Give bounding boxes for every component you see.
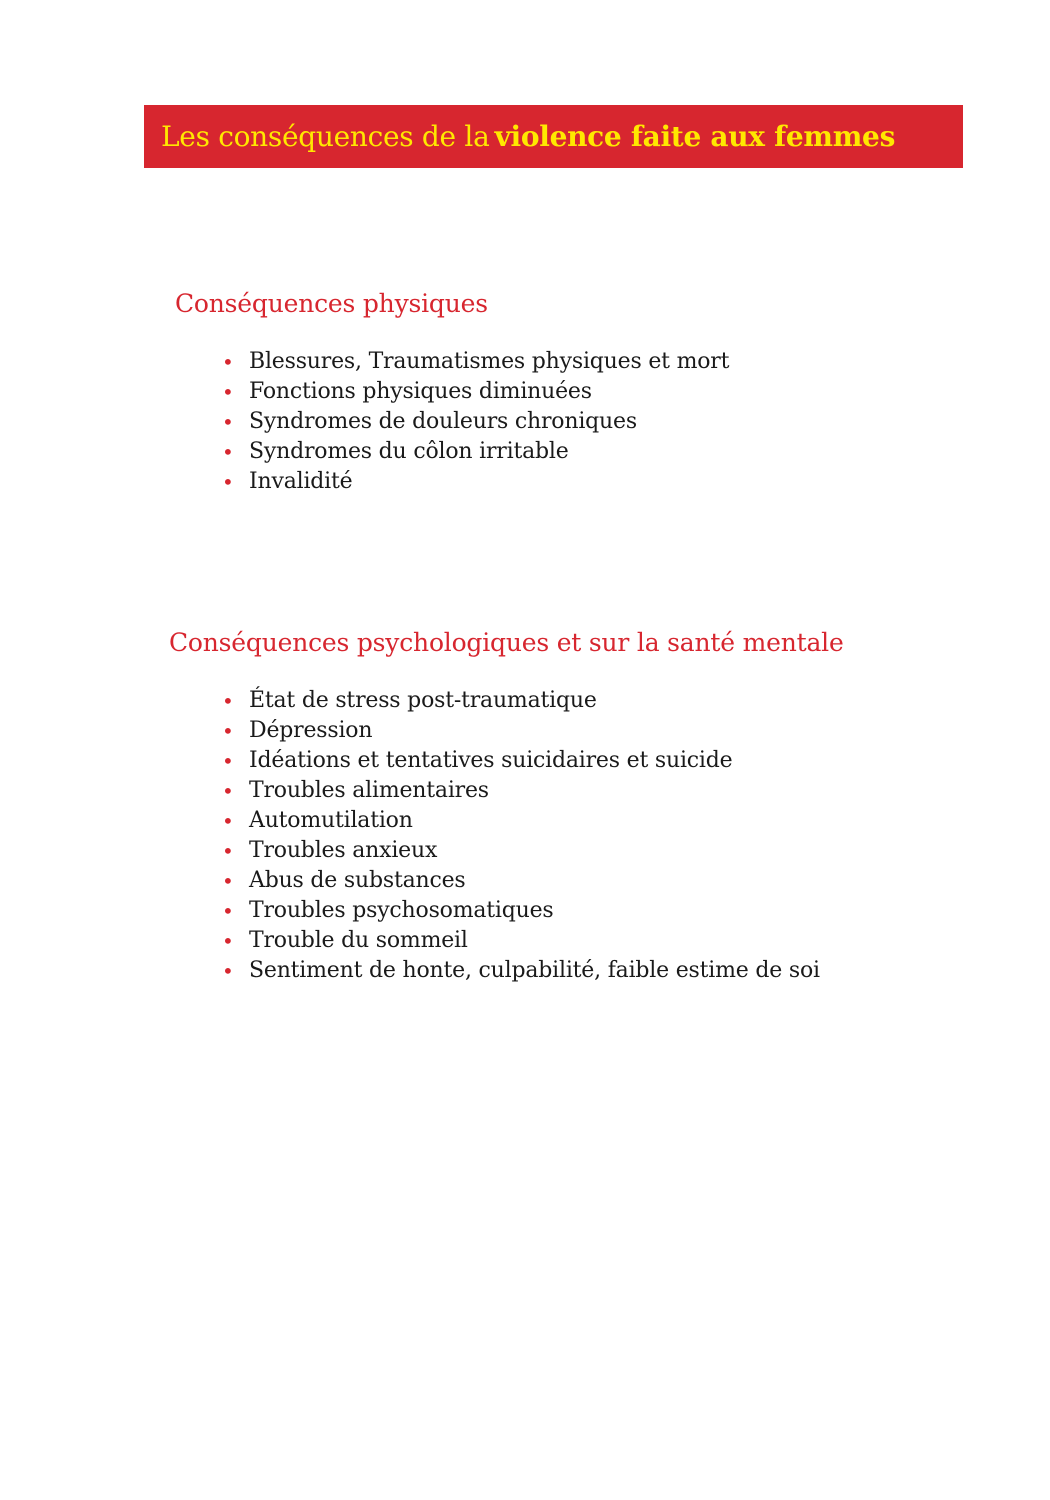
list-item-text: Syndromes du côlon irritable — [249, 439, 569, 464]
bullet-icon: • — [222, 899, 234, 923]
title-banner — [144, 105, 963, 168]
list-item-text: Dépression — [249, 718, 373, 743]
list-item — [220, 377, 729, 407]
list-item-text: Idéations et tentatives suicidaires et suicide — [249, 748, 733, 773]
bullet-icon: • — [222, 719, 234, 743]
list-item — [220, 926, 820, 956]
bullet-icon: • — [222, 689, 234, 713]
list-item-text: Troubles psychosomatiques — [249, 898, 554, 923]
psychological-consequences-list — [220, 686, 820, 986]
list-item — [220, 746, 820, 776]
bullet-icon: • — [222, 380, 234, 404]
bullet-icon: • — [222, 809, 234, 833]
list-item-text: État de stress post-traumatique — [249, 688, 597, 713]
bullet-icon: • — [222, 929, 234, 953]
bullet-icon: • — [222, 410, 234, 434]
bullet-icon: • — [222, 779, 234, 803]
title-text-bold: violence faite aux femmes — [494, 120, 896, 153]
list-item-text: Troubles anxieux — [249, 838, 438, 863]
list-item — [220, 956, 820, 986]
section-heading-physical: Conséquences physiques — [175, 289, 488, 318]
bullet-icon: • — [222, 959, 234, 983]
list-item-text: Automutilation — [249, 808, 413, 833]
bullet-icon: • — [222, 749, 234, 773]
list-item — [220, 467, 729, 497]
list-item — [220, 806, 820, 836]
list-item-text: Blessures, Traumatismes physiques et mort — [249, 349, 730, 374]
list-item — [220, 896, 820, 926]
bullet-icon: • — [222, 350, 234, 374]
list-item-text: Invalidité — [249, 469, 353, 494]
bullet-icon: • — [222, 440, 234, 464]
bullet-icon: • — [222, 869, 234, 893]
list-item-text: Sentiment de honte, culpabilité, faible estime de soi — [249, 958, 820, 983]
list-item — [220, 347, 729, 377]
list-item-text: Trouble du sommeil — [249, 928, 468, 953]
bullet-icon: • — [222, 470, 234, 494]
list-item — [220, 836, 820, 866]
list-item — [220, 776, 820, 806]
list-item — [220, 686, 820, 716]
list-item-text: Syndromes de douleurs chroniques — [249, 409, 637, 434]
physical-consequences-list — [220, 347, 729, 497]
list-item-text: Abus de substances — [249, 868, 466, 893]
section-heading-psychological: Conséquences psychologiques et sur la santé mentale — [169, 628, 844, 657]
title-text-regular: Les conséquences de la — [161, 120, 490, 153]
list-item — [220, 866, 820, 896]
list-item — [220, 437, 729, 467]
list-item-text: Fonctions physiques diminuées — [249, 379, 592, 404]
list-item — [220, 407, 729, 437]
bullet-icon: • — [222, 839, 234, 863]
list-item — [220, 716, 820, 746]
list-item-text: Troubles alimentaires — [249, 778, 489, 803]
